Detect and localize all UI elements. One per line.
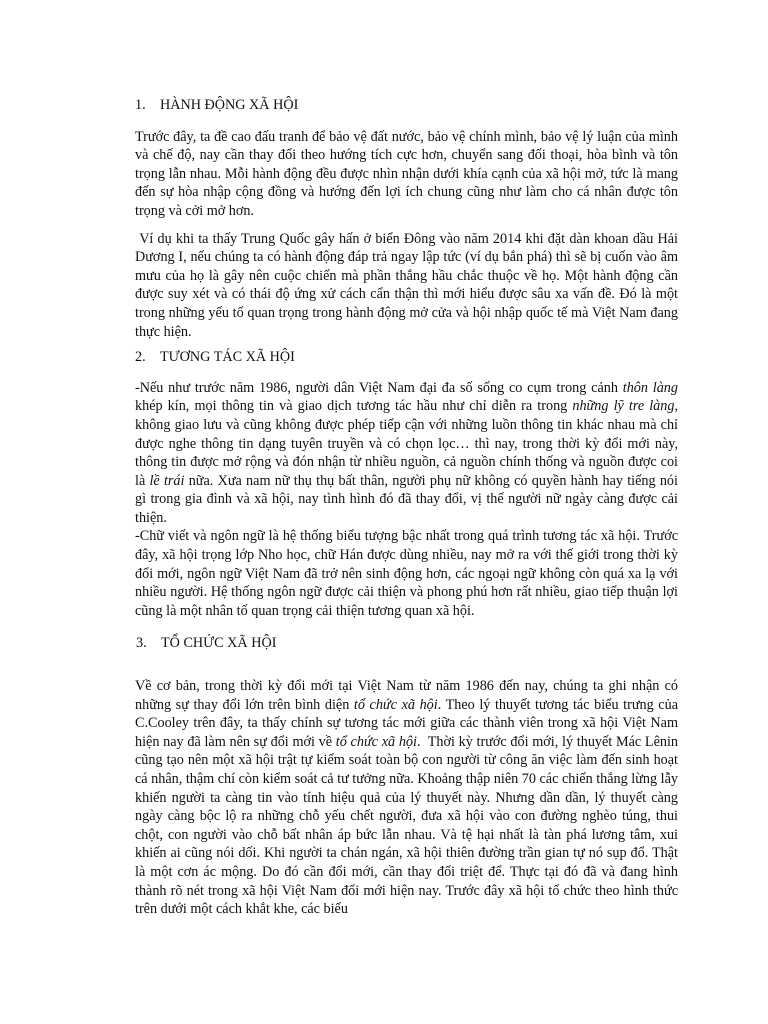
- italic-run: thôn làng: [622, 379, 678, 396]
- paragraph: [135, 677, 682, 919]
- text-run: nữa. Xưa nam nữ thụ thụ bất thân, người phụ nữ không có quyền hành hay tiếng nói gì trong gia đình và xã hội, nay tình hình đó đã thay đổi, vị thế người nữ ngày càng được cải thiện.: [135, 472, 678, 526]
- section-title: TỔ CHỨC XÃ HỘI: [161, 635, 277, 652]
- text-run: . Theo lý thuyết tương tác biểu trưng của C.Cooley trên đây, ta thấy chính sự tương tác mới giữa các thành viên trong xã hội Việt Nam hiện nay đã làm nên sự đổi mới về: [135, 696, 678, 750]
- document-page: [135, 96, 682, 919]
- paragraph: Ví dụ khi ta thấy Trung Quốc gây hấn ở biển Đông vào năm 2014 khi đặt dàn khoan dầu Hải Dương I, nếu chúng ta có hành động đáp trả ngay lập tức (ví dụ bắn phá) thì sẽ bị cuốn vào âm mưu của họ là gây nên cuộc chiến mà phần thắng hầu chắc thuộc về họ. Một hành động cần được suy xét và có thái độ ứng xử cách cẩn thận thì mới hiểu được sâu xa vấn đề. Đó là một trong những yếu tố quan trọng trong hành động mở cửa và hội nhập quốc tế mà Việt Nam đang thực hiện.: [135, 230, 682, 340]
- section-number: 1.: [135, 97, 146, 113]
- text-run: . Thời kỳ trước đổi mới, lý thuyết Mác Lênin cũng tạo nên một xã hội trật tự kiểm soát toàn bộ con người từ công ăn việc làm đến sinh hoạt cá nhân, thậm chí còn kiểm soát cả tư tưởng nữa. Khoảng thập niên 70 các chiến thắng lừng lẫy khiến người ta càng tin vào tính hiệu quả của lý thuyết này. Nhưng dần dần, lý thuyết càng ngày càng bộc lộ ra những chỗ yếu chết người, đưa xã hội vào con đường nghèo túng, thui chột, con người vào chỗ bất nhân áp bức lẫn nhau. Và tệ hại nhất là tàn phá lương tâm, xui khiến ai cũng nói dối. Khi người ta chán ngán, xã hội thiên đường trần gian tự nó sụp đổ. Thật là một cơn ác mộng. Do đó cần đổi mới, cần thay đổi triệt để. Thực tại đó đã và đang hình thành rõ nét trong xã hội Việt Nam đổi mới hiện nay. Trước đây xã hội tổ chức theo hình thức trên dưới một cách khắt khe, các biểu: [135, 733, 682, 918]
- section-number: 3.: [136, 635, 147, 652]
- text-run: -Nếu như trước năm 1986, người dân Việt Nam đại đa số sống co cụm trong cảnh: [135, 379, 623, 396]
- section-heading-2: [135, 348, 678, 367]
- text-run: Về cơ bản, trong thời kỳ đổi mới tại Việt Nam từ năm 1986 đến nay, chúng ta ghi nhận có những sự thay đổi lớn trên bình diện: [135, 678, 678, 713]
- section-heading-3: [135, 634, 678, 653]
- paragraph: Trước đây, ta đề cao đấu tranh để bảo vệ đất nước, bảo vệ chính mình, bảo vệ lý luận của mình và chế độ, nay cần thay đổi theo hướng tích cực hơn, chuyển sang đối thoại, hòa bình và tôn trọng lẫn nhau. Mỗi hành động đều được nhìn nhận dưới khía cạnh của xã hội mở, tức là mang đến sự hòa nhập cộng đồng và hướng đến lợi ích chung cũng như làm cho cá nhân được tôn trọng và cởi mở hơn.: [135, 128, 678, 219]
- section-title: TƯƠNG TÁC XÃ HỘI: [160, 349, 295, 366]
- italic-run: những lỹ tre làng: [572, 398, 675, 415]
- section-heading-1: [135, 96, 678, 115]
- section-number: 2.: [135, 349, 146, 366]
- italic-run: tổ chức xã hội: [335, 733, 417, 750]
- italic-run: lề trái: [149, 472, 185, 489]
- italic-run: tổ chức xã hội: [353, 696, 438, 713]
- text-run: , không giao lưu và cũng không được phép tiếp cận với những luồn thông tin khác nhau mà chỉ được nghe thông tin dạng tuyên truyền và có chọn lọc… thì nay, trong thời kỳ đổi mới này, thông tin được mở rộng và đón nhận từ nhiều nguồn, cả nguồn chính thống và nguồn được coi là: [135, 398, 679, 489]
- section-title: HÀNH ĐỘNG XÃ HỘI: [160, 97, 299, 113]
- paragraph: [135, 379, 678, 528]
- paragraph: -Chữ viết và ngôn ngữ là hệ thống biểu tượng bậc nhất trong quá trình tương tác xã hội. Trước đây, xã hội trọng lớp Nho học, chữ Hán được dùng nhiều, nay mở ra với thế giới trong thời kỳ đổi mới, ngôn ngữ Việt Nam đã trở nên sinh động hơn, các ngoại ngữ không còn quá xa lạ với nhiều người. Hệ thống ngôn ngữ được cải thiện và phong phú hơn rất nhiều, giao tiếp thuận lợi cũng là một nhân tố quan trọng cải thiện tương quan xã hội.: [135, 528, 678, 619]
- text-run: khép kín, mọi thông tin và giao dịch tương tác hầu như chỉ diễn ra trong: [135, 398, 573, 415]
